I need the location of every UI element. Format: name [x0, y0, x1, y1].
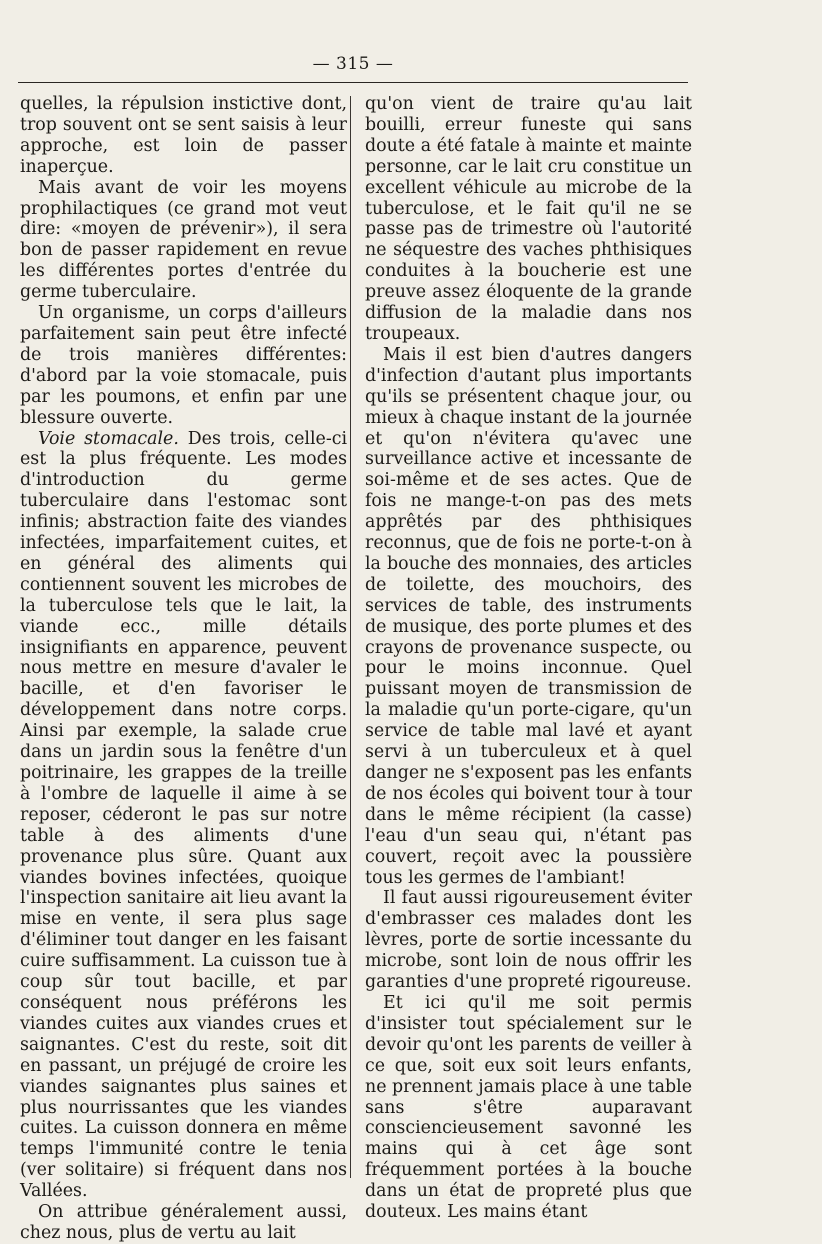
- paragraph-text: Des trois, celle-ci est la plus fréquente. Les modes d'introduction du germe tuberculaire dans l'estomac sont infinis; abstraction faite des viandes infectées, imparfaitement cuites, et en général des aliments qui contiennent souvent les microbes de la tuberculose tels que le lait, la viande ecc., mille détails insignifiants en apparence, peuvent nous mettre en mesure d'avaler le bacille, et d'en favoriser le développement dans notre corps. Ainsi par exemple, la salade crue dans un jardin sous la fenêtre d'un poitrinaire, les grappes de la treille à l'ombre de laquelle il aime à se reposer, céderont le pas sur notre table à des aliments d'une provenance plus sûre. Quant aux viandes bovines infectées, quoique l'inspection sanitaire ait lieu avant la mise en vente, il sera plus sage d'éliminer tout danger en les faisant cuire suffisamment. La cuisson tue à coup sûr tout bacille, et par conséquent nous préférons les viandes cuites aux viandes crues et saignantes. C'est du reste, soit dit en passant, un préjugé de croire les viandes saignantes plus saines et plus nourrissantes que les viandes cuites. La cuisson donnera en même temps l'immunité contre le tenia (ver solitaire) si fréquent dans nos Vallées.: [20, 428, 348, 1202]
- paragraph: qu'on vient de traire qu'au lait bouilli, erreur funeste qui sans doute a été fatale à mainte et mainte personne, car le lait cru constitue un excellent véhicule au microbe de la tuberculose, et le fait qu'il ne se passe pas de trimestre où l'autorité ne séquestre des vaches phthisiques conduites à la boucherie est une preuve assez éloquente de la grande diffusion de la maladie dans nos troupeaux.: [365, 94, 692, 344]
- paragraph: quelles, la répulsion instictive dont, trop souvent ont se sent saisis à leur approche, est loin de passer inaperçue.: [20, 94, 347, 177]
- paragraph: Mais il est bien d'autres dangers d'infection d'autant plus importants qu'ils se présentent chaque jour, ou mieux à chaque instant de la journée et qu'on n'évitera qu'avec une surveillance active et incessante de soi-même et de ses actes. Que de fois ne mange-t-on pas des mets apprêtés par des phthisiques reconnus, que de fois ne porte-t-on à la bouche des monnaies, des articles de toilette, des mouchoirs, des services de table, des instruments de musique, des porte plumes et des crayons de provenance suspecte, ou pour le moins inconnue. Quel puissant moyen de transmission de la maladie qu'un porte-cigare, qu'un service de table mal lavé et ayant servi à un tuberculeux et à quel danger ne s'exposent pas les enfants de nos écoles qui boivent tour à tour dans le même récipient (la casse) l'eau d'un seau qui, n'étant pas couvert, reçoit avec la poussière tous les germes de l'ambiant!: [365, 344, 692, 888]
- paragraph: Il faut aussi rigoureusement éviter d'embrasser ces malades dont les lèvres, porte de sortie incessante du microbe, sont loin de nous offrir les garanties d'une propreté rigoureuse.: [365, 888, 692, 993]
- paragraph: Mais avant de voir les moyens prophilactiques (ce grand mot veut dire: «moyen de prévenir»), il sera bon de passer rapidement en revue les différentes portes d'entrée du germe tuberculaire.: [20, 177, 347, 303]
- right-column: [365, 94, 692, 1223]
- header-rule: [18, 82, 688, 83]
- paragraph: Et ici qu'il me soit permis d'insister tout spécialement sur le devoir qu'ont les parents de veiller à ce que, soit eux soit leurs enfants, ne prennent jamais place à une table sans s'être auparavant consciencieusement savonné les mains qui à cet âge sont fréquemment portées à la bouche dans un état de propreté plus que douteux. Les mains étant: [365, 992, 692, 1223]
- paragraph: [20, 429, 347, 1203]
- left-column: [20, 94, 347, 1244]
- paragraph: Un organisme, un corps d'ailleurs parfaitement sain peut être infecté de trois manières différentes: d'abord par la voie stomacale, puis par les poumons, et enfin par une blessure ouverte.: [20, 303, 347, 428]
- section-heading-italic: Voie stomacale.: [38, 428, 179, 449]
- page-number: — 315 —: [312, 54, 394, 74]
- column-divider: [350, 96, 351, 1178]
- paragraph: On attribue généralement aussi, chez nous, plus de vertu au lait: [20, 1202, 347, 1243]
